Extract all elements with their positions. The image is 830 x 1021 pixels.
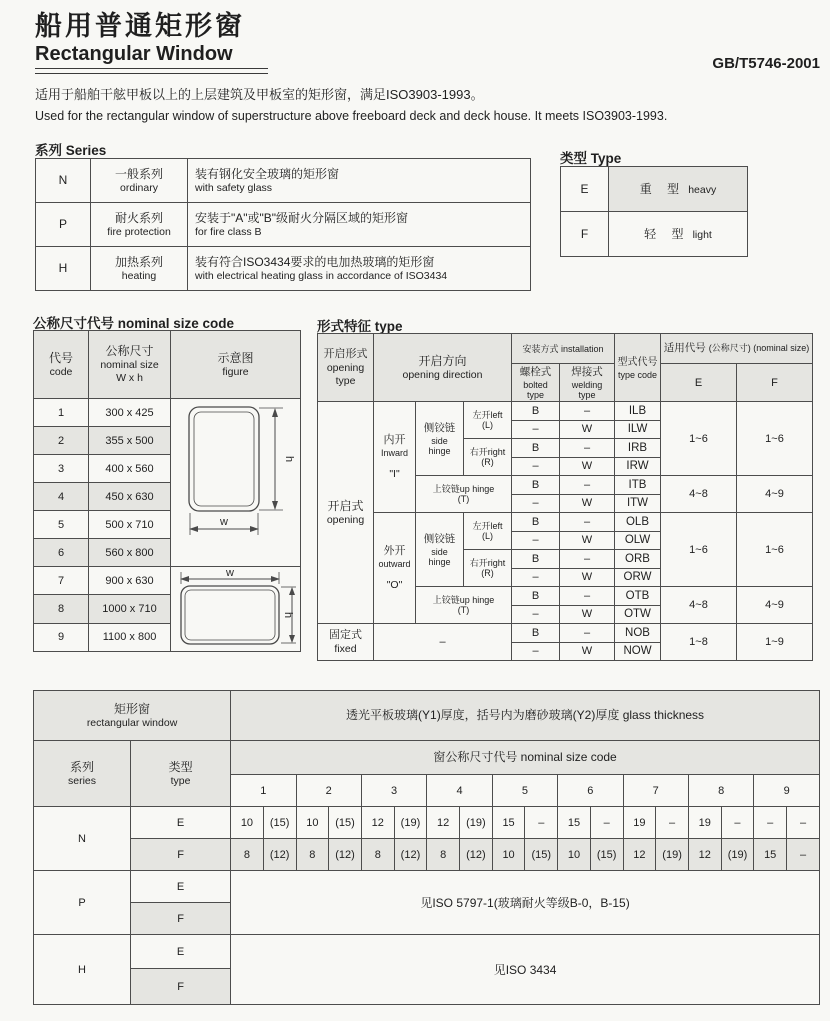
thickness-cell: 10 <box>231 807 264 839</box>
bolted-cell: B <box>512 402 560 421</box>
size-col-header: 2 <box>296 775 361 807</box>
type-code-cell: NOW <box>615 642 661 661</box>
size-col-header: 1 <box>231 775 296 807</box>
range-e-cell: 1~8 <box>661 624 737 661</box>
thickness-cell: 8 <box>296 839 329 871</box>
thickness-cell: – <box>787 807 820 839</box>
table-row <box>36 247 531 291</box>
table-header-row <box>34 331 301 399</box>
table-row <box>36 159 531 203</box>
page-title-en: Rectangular Window <box>35 43 233 65</box>
thickness-cell: 19 <box>688 807 721 839</box>
table-row <box>34 567 301 595</box>
size-value-cell: 400 x 560 <box>89 455 171 483</box>
size-col-header: 6 <box>558 775 623 807</box>
thickness-cell: 12 <box>427 807 460 839</box>
type-code-cell: ITB <box>615 476 661 495</box>
thickness-cell: 12 <box>623 839 656 871</box>
welding-cell: W <box>560 420 615 439</box>
size-code-cell: 6 <box>34 539 89 567</box>
thickness-cell: – <box>754 807 787 839</box>
thickness-cell: (19) <box>394 807 427 839</box>
table-row <box>318 624 813 643</box>
welding-cell: – <box>560 587 615 606</box>
size-col-header: 4 <box>427 775 492 807</box>
size-col-header: 3 <box>361 775 426 807</box>
range-e-cell: 4~8 <box>661 587 737 624</box>
series-n-cell: N <box>34 807 131 871</box>
col-header-figure: 示意图 figure <box>171 331 301 399</box>
type-e-cell: E <box>131 807 231 839</box>
welding-cell: W <box>560 605 615 624</box>
thickness-cell: 8 <box>427 839 460 871</box>
size-code-cell: 7 <box>34 567 89 595</box>
thickness-cell: – <box>590 807 623 839</box>
size-code-cell: 1 <box>34 399 89 427</box>
welding-cell: – <box>560 513 615 532</box>
size-code-cell: 8 <box>34 595 89 623</box>
series-desc: 装有符合ISO3434要求的电加热玻璃的矩形窗 with electrical heating glass in accordance of ISO3434 <box>188 247 531 291</box>
table-row <box>34 871 820 903</box>
size-code-cell: 3 <box>34 455 89 483</box>
thickness-cell: 15 <box>558 807 591 839</box>
bolted-cell: B <box>512 476 560 495</box>
h-series-note: 见ISO 3434 <box>231 935 820 1005</box>
type-table-label: 类型 Type <box>560 151 622 166</box>
col-header-series: 系列 series <box>34 741 131 807</box>
size-table <box>33 330 301 652</box>
size-col-header: 5 <box>492 775 557 807</box>
table-row <box>36 203 531 247</box>
direction-left: 左开left (L) <box>464 402 512 439</box>
thickness-cell: 10 <box>558 839 591 871</box>
dim-label-w: w <box>226 568 234 579</box>
group-opening: 开启式 opening <box>318 402 374 624</box>
series-desc: 装有钢化安全玻璃的矩形窗 with safety glass <box>188 159 531 203</box>
bolted-cell: B <box>512 439 560 458</box>
series-name: 加热系列 heating <box>91 247 188 291</box>
series-name: 耐火系列 fire protection <box>91 203 188 247</box>
col-header-code: 代号 code <box>34 331 89 399</box>
col-header-size: 公称尺寸 nominal size W x h <box>89 331 171 399</box>
type-name: 重 型 heavy <box>609 167 748 212</box>
col-header-bolted: 螺栓式 bolted type <box>512 364 560 402</box>
dim-label-h: h <box>282 611 294 619</box>
type-code: E <box>561 167 609 212</box>
col-header-glass-thickness: 透光平板玻璃(Y1)厚度，括号内为磨砂玻璃(Y2)厚度 glass thickness <box>231 691 820 741</box>
portrait-window-figure <box>173 401 301 565</box>
type-f-cell: F <box>131 839 231 871</box>
table-row <box>34 399 301 427</box>
range-e-cell: 1~6 <box>661 402 737 476</box>
series-table <box>35 158 531 291</box>
p-series-note: 见ISO 5797-1(玻璃耐火等级B-0，B-15) <box>231 871 820 935</box>
form-table-label: 形式特征 type <box>317 319 403 334</box>
range-e-cell: 1~6 <box>661 513 737 587</box>
welding-cell: – <box>560 402 615 421</box>
type-code-cell: ILW <box>615 420 661 439</box>
thickness-cell: 15 <box>492 807 525 839</box>
thickness-cell: 12 <box>361 807 394 839</box>
thickness-cell: (15) <box>329 807 362 839</box>
size-value-cell: 300 x 425 <box>89 399 171 427</box>
type-table <box>560 166 748 257</box>
welding-cell: W <box>560 494 615 513</box>
welding-cell: – <box>560 439 615 458</box>
size-col-header: 8 <box>688 775 753 807</box>
welding-cell: – <box>560 550 615 569</box>
welding-cell: – <box>560 476 615 495</box>
welding-cell: W <box>560 568 615 587</box>
direction-right: 右开right (R) <box>464 550 512 587</box>
group-side-hinge: 侧铰链 side hinge <box>416 402 464 476</box>
series-table-label: 系列 Series <box>35 143 107 158</box>
range-f-cell: 1~9 <box>737 624 813 661</box>
thickness-cell: (15) <box>263 807 296 839</box>
size-value-cell: 355 x 500 <box>89 427 171 455</box>
col-header-size-code: 窗公称尺寸代号 nominal size code <box>231 741 820 775</box>
thickness-cell: 15 <box>754 839 787 871</box>
series-h-cell: H <box>34 935 131 1005</box>
bolted-cell: – <box>512 420 560 439</box>
type-e-cell: E <box>131 871 231 903</box>
series-code: H <box>36 247 91 291</box>
bolted-cell: – <box>512 457 560 476</box>
bolted-cell: – <box>512 642 560 661</box>
col-header-e: E <box>661 364 737 402</box>
direction-up-hinge: 上铰链up hinge (T) <box>416 587 512 624</box>
size-table-label: 公称尺寸代号 nominal size code <box>33 316 235 331</box>
type-e-cell: E <box>131 935 231 969</box>
size-value-cell: 900 x 630 <box>89 567 171 595</box>
thickness-cell: (12) <box>263 839 296 871</box>
col-header-applicable: 适用代号 (公称尺寸) (nominal size) <box>661 334 813 364</box>
thickness-cell: (19) <box>721 839 754 871</box>
group-fixed: 固定式 fixed <box>318 624 374 661</box>
thickness-cell: (15) <box>590 839 623 871</box>
size-value-cell: 560 x 800 <box>89 539 171 567</box>
series-code: N <box>36 159 91 203</box>
table-header-row <box>318 334 813 364</box>
type-code-cell: OLW <box>615 531 661 550</box>
size-code-cell: 5 <box>34 511 89 539</box>
type-code-cell: OTW <box>615 605 661 624</box>
table-row <box>34 807 820 839</box>
thickness-cell: 8 <box>231 839 264 871</box>
thickness-cell: (15) <box>525 839 558 871</box>
type-name: 轻 型 light <box>609 212 748 257</box>
type-code-cell: NOB <box>615 624 661 643</box>
bolted-cell: – <box>512 568 560 587</box>
size-code-cell: 9 <box>34 623 89 651</box>
thickness-cell: – <box>787 839 820 871</box>
range-f-cell: 1~6 <box>737 402 813 476</box>
col-header-opening-direction: 开启方向 opening direction <box>374 334 512 402</box>
table-row <box>34 839 820 871</box>
welding-cell: – <box>560 624 615 643</box>
type-code-cell: IRB <box>615 439 661 458</box>
bolted-cell: – <box>512 531 560 550</box>
table-header-row <box>34 741 820 775</box>
col-header-opening-type: 开启形式 opening type <box>318 334 374 402</box>
dim-label-w: w <box>220 515 228 528</box>
bolted-cell: B <box>512 550 560 569</box>
thickness-cell: 12 <box>688 839 721 871</box>
direction-left: 左开left (L) <box>464 513 512 550</box>
range-e-cell: 4~8 <box>661 476 737 513</box>
direction-up-hinge: 上铰链up hinge (T) <box>416 476 512 513</box>
type-f-cell: F <box>131 903 231 935</box>
range-f-cell: 4~9 <box>737 587 813 624</box>
title-underline <box>35 68 268 74</box>
size-value-cell: 500 x 710 <box>89 511 171 539</box>
bolted-cell: – <box>512 605 560 624</box>
thickness-cell: 19 <box>623 807 656 839</box>
thickness-cell: 8 <box>361 839 394 871</box>
thickness-cell: (12) <box>460 839 493 871</box>
table-row <box>318 402 813 421</box>
series-p-cell: P <box>34 871 131 935</box>
type-code-cell: ORB <box>615 550 661 569</box>
fixed-direction-dash: – <box>374 624 512 661</box>
page-title-zh: 船用普通矩形窗 <box>35 11 245 41</box>
type-f-cell: F <box>131 969 231 1005</box>
thickness-cell: (19) <box>656 839 689 871</box>
size-value-cell: 1000 x 710 <box>89 595 171 623</box>
col-header-window: 矩形窗 rectangular window <box>34 691 231 741</box>
glass-thickness-table <box>33 690 820 1005</box>
size-code-cell: 2 <box>34 427 89 455</box>
col-header-type-code: 型式代号 type code <box>615 334 661 402</box>
series-desc: 安装于"A"或"B"级耐火分隔区域的矩形窗 for fire class B <box>188 203 531 247</box>
group-outward: 外开 outward "O" <box>374 513 416 624</box>
group-inward: 内开 Inward "I" <box>374 402 416 513</box>
col-header-type: 类型 type <box>131 741 231 807</box>
col-header-welding: 焊接式 welding type <box>560 364 615 402</box>
title-block <box>35 10 268 74</box>
size-col-header: 9 <box>754 775 820 807</box>
bolted-cell: B <box>512 513 560 532</box>
thickness-cell: – <box>721 807 754 839</box>
table-row <box>561 167 748 212</box>
bolted-cell: – <box>512 494 560 513</box>
welding-cell: W <box>560 531 615 550</box>
landscape-window-figure-cell <box>171 567 301 652</box>
type-code-cell: OTB <box>615 587 661 606</box>
welding-cell: W <box>560 642 615 661</box>
landscape-window-figure <box>173 568 299 650</box>
type-code-cell: ORW <box>615 568 661 587</box>
form-table <box>317 333 813 661</box>
welding-cell: W <box>560 457 615 476</box>
range-f-cell: 4~9 <box>737 476 813 513</box>
thickness-cell: 10 <box>296 807 329 839</box>
bolted-cell: B <box>512 587 560 606</box>
type-code-cell: ITW <box>615 494 661 513</box>
portrait-window-figure-cell <box>171 399 301 567</box>
col-header-installation: 安装方式 installation <box>512 334 615 364</box>
thickness-cell: – <box>525 807 558 839</box>
dim-label-h: h <box>283 455 295 462</box>
range-f-cell: 1~6 <box>737 513 813 587</box>
intro-text-zh: 适用于船舶干舷甲板以上的上层建筑及甲板室的矩形窗，满足ISO3903-1993。 <box>35 87 484 102</box>
type-code-cell: ILB <box>615 402 661 421</box>
table-row <box>318 513 813 532</box>
table-row <box>34 935 820 969</box>
type-code: F <box>561 212 609 257</box>
standard-number: GB/T5746-2001 <box>712 55 820 72</box>
size-value-cell: 450 x 630 <box>89 483 171 511</box>
size-col-header: 7 <box>623 775 688 807</box>
bolted-cell: B <box>512 624 560 643</box>
type-code-cell: IRW <box>615 457 661 476</box>
size-code-cell: 4 <box>34 483 89 511</box>
thickness-cell: (19) <box>460 807 493 839</box>
series-code: P <box>36 203 91 247</box>
intro-text-en: Used for the rectangular window of superstructure above freeboard deck and deck house. It meets ISO3903-1993. <box>35 109 668 123</box>
col-header-f: F <box>737 364 813 402</box>
thickness-cell: – <box>656 807 689 839</box>
thickness-cell: (12) <box>394 839 427 871</box>
direction-right: 右开right (R) <box>464 439 512 476</box>
thickness-cell: (12) <box>329 839 362 871</box>
thickness-cell: 10 <box>492 839 525 871</box>
table-header-row <box>34 691 820 741</box>
size-value-cell: 1100 x 800 <box>89 623 171 651</box>
table-row <box>561 212 748 257</box>
type-code-cell: OLB <box>615 513 661 532</box>
group-side-hinge: 侧铰链 side hinge <box>416 513 464 587</box>
series-name: 一般系列 ordinary <box>91 159 188 203</box>
